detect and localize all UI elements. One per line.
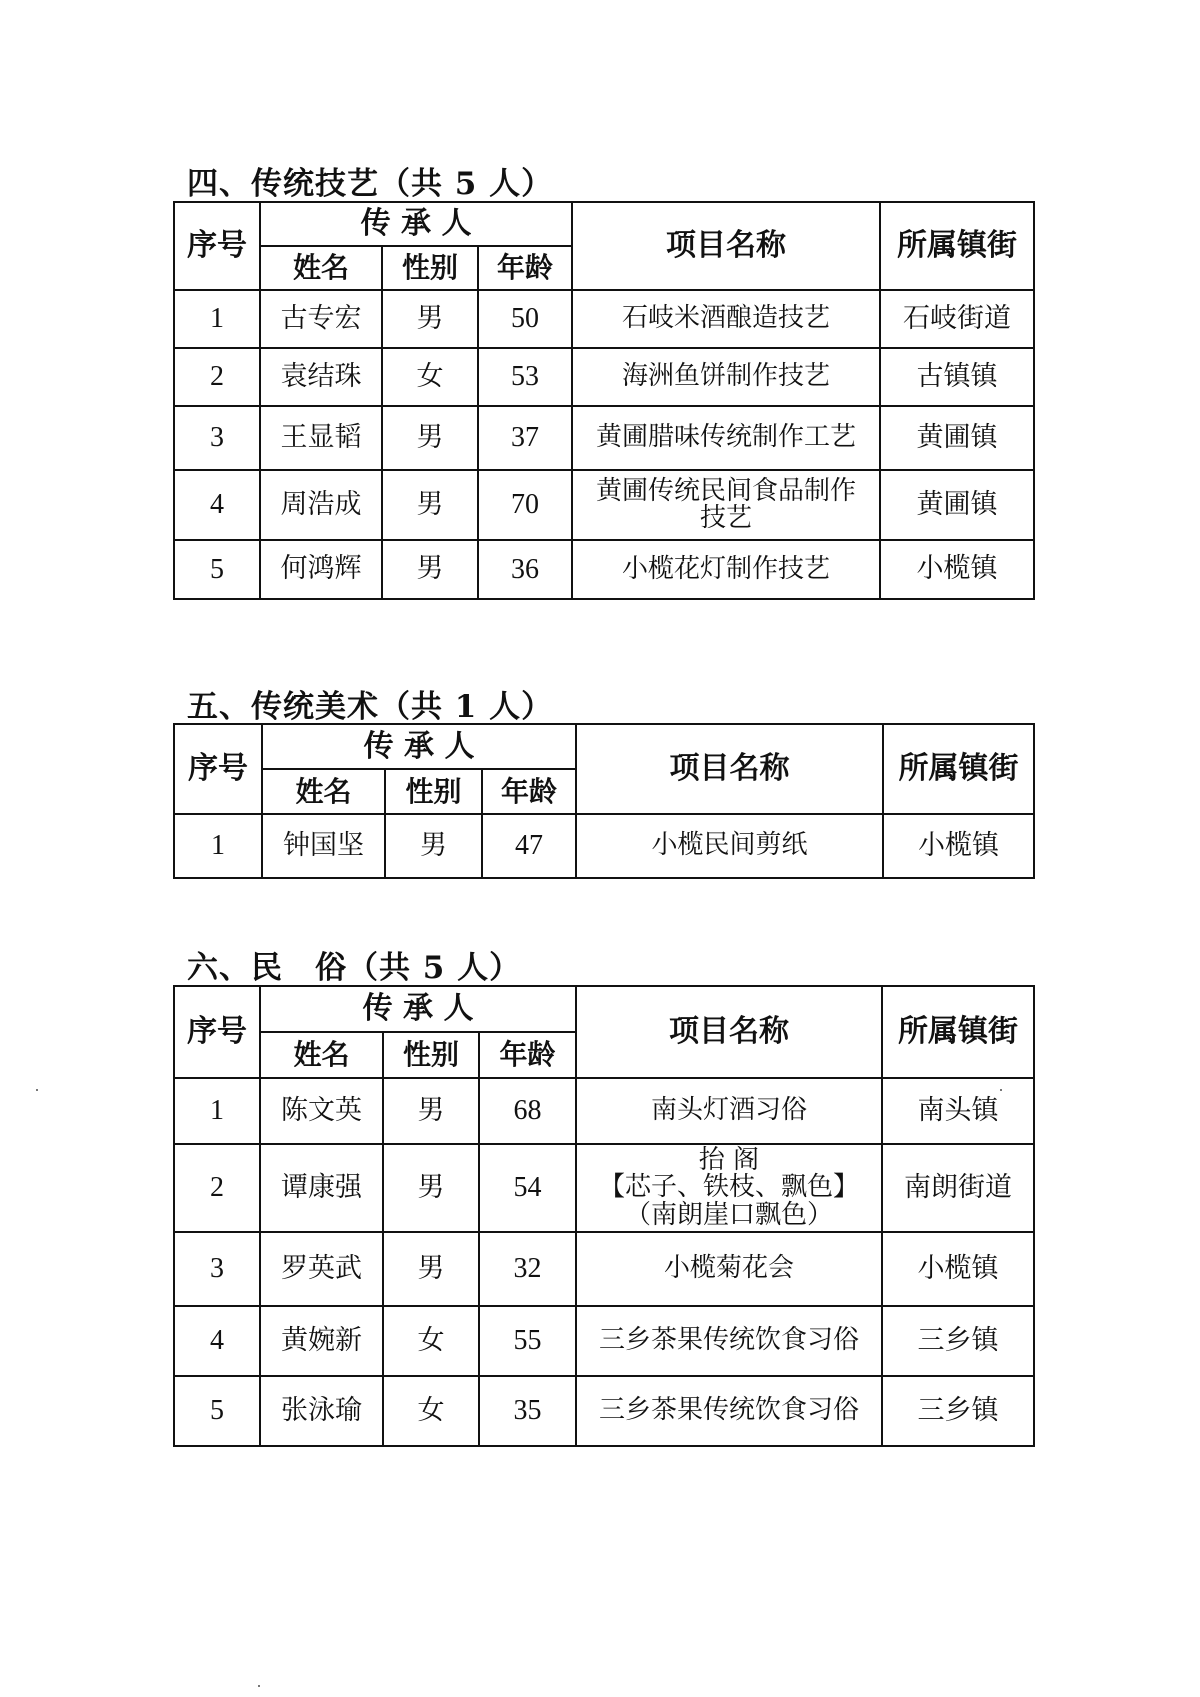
row-age: 47 <box>482 814 576 878</box>
row-age: 50 <box>478 290 572 348</box>
row-project <box>576 1144 882 1232</box>
scan-speck <box>1000 1089 1002 1091</box>
row-project <box>576 1376 882 1446</box>
row-age: 37 <box>478 406 572 470</box>
scan-speck <box>36 1089 38 1091</box>
row-name: 钟国坚 <box>262 814 385 878</box>
row-name: 张泳瑜 <box>260 1376 383 1446</box>
table-row <box>174 1232 1034 1306</box>
header-index: 序号 <box>174 724 262 814</box>
inheritor-table <box>173 201 1035 600</box>
row-age: 54 <box>479 1144 576 1232</box>
row-index: 3 <box>174 1232 260 1306</box>
row-town: 黄圃镇 <box>880 470 1034 540</box>
row-index: 1 <box>174 290 260 348</box>
section-title: 五、传统美术（共 1 人） <box>187 689 554 725</box>
row-town: 古镇镇 <box>880 348 1034 406</box>
row-project <box>576 814 883 878</box>
table-body <box>174 986 1034 1446</box>
header-inheritor: 传 承 人 <box>260 986 576 1032</box>
table-row <box>174 348 1034 406</box>
row-town: 石岐街道 <box>880 290 1034 348</box>
row-town: 小榄镇 <box>883 814 1034 878</box>
row-age: 70 <box>478 470 572 540</box>
header-project: 项目名称 <box>576 986 882 1078</box>
row-gender: 女 <box>383 1306 479 1376</box>
table-row <box>174 1078 1034 1144</box>
row-gender: 男 <box>385 814 482 878</box>
header-gender: 性别 <box>385 769 482 814</box>
header-age: 年龄 <box>482 769 576 814</box>
project-line: 三乡茶果传统饮食习俗 <box>599 1325 860 1356</box>
header-age: 年龄 <box>479 1032 576 1078</box>
row-gender: 男 <box>383 1078 479 1144</box>
table-row <box>174 470 1034 540</box>
project-line: 小榄民间剪纸 <box>651 830 808 861</box>
header-town: 所属镇街 <box>882 986 1034 1078</box>
project-line: 三乡茶果传统饮食习俗 <box>599 1395 860 1426</box>
header-gender: 性别 <box>383 1032 479 1078</box>
header-project: 项目名称 <box>572 202 880 290</box>
row-town: 小榄镇 <box>880 540 1034 599</box>
row-age: 36 <box>478 540 572 599</box>
row-project <box>572 348 880 406</box>
header-gender: 性别 <box>382 246 478 290</box>
section-title: 四、传统技艺（共 5 人） <box>187 166 554 202</box>
row-town: 南朗街道 <box>882 1144 1034 1232</box>
row-project <box>572 540 880 599</box>
header-name: 姓名 <box>262 769 385 814</box>
row-index: 2 <box>174 1144 260 1232</box>
row-age: 35 <box>479 1376 576 1446</box>
scan-speck <box>258 1685 260 1687</box>
row-name: 罗英武 <box>260 1232 383 1306</box>
header-index: 序号 <box>174 986 260 1078</box>
row-project <box>572 290 880 348</box>
project-line: 【芯子、铁枝、飘色】 <box>599 1172 860 1203</box>
inheritor-table <box>173 723 1035 879</box>
row-age: 68 <box>479 1078 576 1144</box>
row-age: 53 <box>478 348 572 406</box>
project-line: （南朗崖口飘色） <box>625 1199 834 1230</box>
header-town: 所属镇街 <box>880 202 1034 290</box>
row-project <box>572 470 880 540</box>
row-index: 1 <box>174 1078 260 1144</box>
header-row <box>174 986 1034 1032</box>
project-line: 南头灯酒习俗 <box>651 1095 808 1126</box>
row-age: 55 <box>479 1306 576 1376</box>
row-town: 黄圃镇 <box>880 406 1034 470</box>
row-index: 4 <box>174 1306 260 1376</box>
project-line: 小榄花灯制作技艺 <box>622 553 831 584</box>
row-index: 1 <box>174 814 262 878</box>
row-name: 何鸿辉 <box>260 540 382 599</box>
row-index: 5 <box>174 1376 260 1446</box>
header-inheritor: 传 承 人 <box>262 724 576 769</box>
row-name: 古专宏 <box>260 290 382 348</box>
inheritor-table <box>173 985 1035 1447</box>
table-row <box>174 814 1034 878</box>
row-project <box>576 1232 882 1306</box>
row-index: 4 <box>174 470 260 540</box>
table-row <box>174 290 1034 348</box>
header-row <box>174 724 1034 769</box>
row-gender: 男 <box>383 1144 479 1232</box>
row-name: 王显韬 <box>260 406 382 470</box>
row-index: 3 <box>174 406 260 470</box>
table-body <box>174 724 1034 878</box>
header-row <box>174 202 1034 246</box>
row-name: 陈文英 <box>260 1078 383 1144</box>
row-gender: 女 <box>382 348 478 406</box>
project-line: 黄圃腊味传统制作工艺 <box>596 422 857 453</box>
row-index: 5 <box>174 540 260 599</box>
row-town: 三乡镇 <box>882 1306 1034 1376</box>
table-body <box>174 202 1034 599</box>
row-gender: 男 <box>382 290 478 348</box>
header-project: 项目名称 <box>576 724 883 814</box>
row-project <box>576 1078 882 1144</box>
table-row <box>174 1376 1034 1446</box>
row-town: 小榄镇 <box>882 1232 1034 1306</box>
table-row <box>174 406 1034 470</box>
row-town: 南头镇 <box>882 1078 1034 1144</box>
project-line: 抬 阁 <box>698 1145 760 1176</box>
row-gender: 男 <box>383 1232 479 1306</box>
row-project <box>572 406 880 470</box>
project-line: 小榄菊花会 <box>664 1253 795 1284</box>
row-project <box>576 1306 882 1376</box>
row-index: 2 <box>174 348 260 406</box>
row-name: 谭康强 <box>260 1144 383 1232</box>
header-town: 所属镇街 <box>883 724 1034 814</box>
header-inheritor: 传 承 人 <box>260 202 572 246</box>
row-name: 周浩成 <box>260 470 382 540</box>
header-age: 年龄 <box>478 246 572 290</box>
row-gender: 男 <box>382 406 478 470</box>
row-gender: 男 <box>382 540 478 599</box>
header-name: 姓名 <box>260 246 382 290</box>
project-line: 海洲鱼饼制作技艺 <box>622 361 831 392</box>
table-row <box>174 1306 1034 1376</box>
row-gender: 女 <box>383 1376 479 1446</box>
project-line: 技艺 <box>700 503 753 533</box>
header-index: 序号 <box>174 202 260 290</box>
row-gender: 男 <box>382 470 478 540</box>
row-name: 黄婉新 <box>260 1306 383 1376</box>
section-title: 六、民 俗（共 5 人） <box>187 950 522 986</box>
project-line: 黄圃传统民间食品制作 <box>596 475 857 506</box>
row-age: 32 <box>479 1232 576 1306</box>
table-row <box>174 1144 1034 1232</box>
row-name: 袁结珠 <box>260 348 382 406</box>
project-line: 石岐米酒酿造技艺 <box>622 303 831 334</box>
table-row <box>174 540 1034 599</box>
header-name: 姓名 <box>260 1032 383 1078</box>
row-town: 三乡镇 <box>882 1376 1034 1446</box>
